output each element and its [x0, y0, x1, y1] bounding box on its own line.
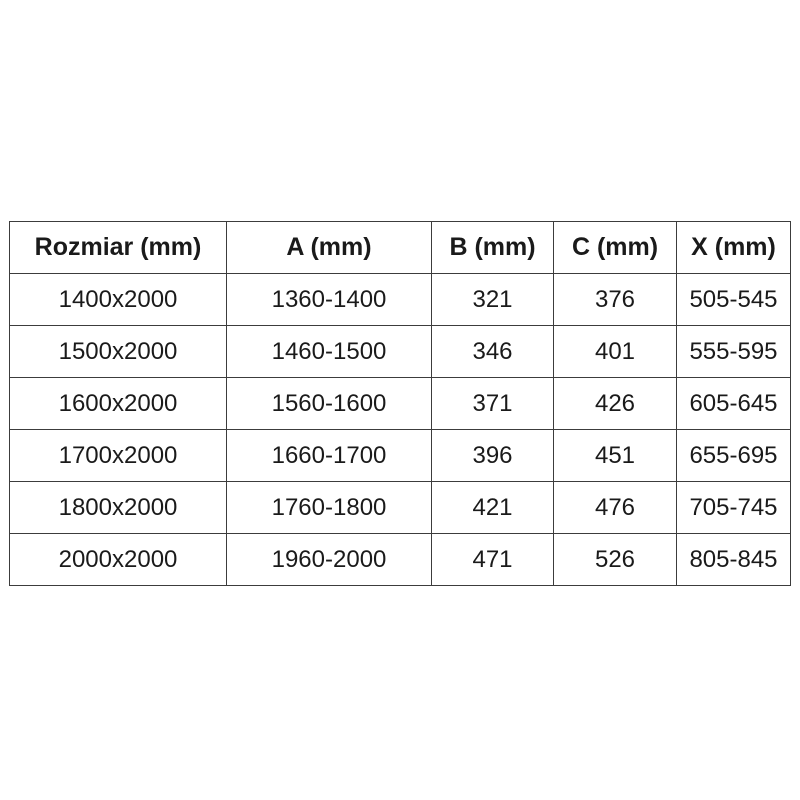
table-cell-x: 505-545 [677, 274, 791, 326]
column-header-a: A (mm) [227, 222, 432, 274]
table-cell-b: 321 [432, 274, 554, 326]
column-header-b: B (mm) [432, 222, 554, 274]
table-row [10, 274, 791, 326]
table-cell-a: 1460-1500 [227, 326, 432, 378]
table-row [10, 534, 791, 586]
table-row [10, 378, 791, 430]
table-cell-c: 376 [554, 274, 677, 326]
column-header-x: X (mm) [677, 222, 791, 274]
table-cell-x: 555-595 [677, 326, 791, 378]
table-row [10, 482, 791, 534]
table-row [10, 326, 791, 378]
table-cell-x: 655-695 [677, 430, 791, 482]
table-cell-rozmiar: 1800x2000 [10, 482, 227, 534]
table-cell-rozmiar: 2000x2000 [10, 534, 227, 586]
table-cell-a: 1660-1700 [227, 430, 432, 482]
table-cell-rozmiar: 1700x2000 [10, 430, 227, 482]
column-header-c: C (mm) [554, 222, 677, 274]
table-cell-a: 1360-1400 [227, 274, 432, 326]
table-cell-rozmiar: 1400x2000 [10, 274, 227, 326]
table-cell-a: 1960-2000 [227, 534, 432, 586]
table-cell-b: 421 [432, 482, 554, 534]
table-row [10, 430, 791, 482]
table-cell-x: 705-745 [677, 482, 791, 534]
table-cell-c: 401 [554, 326, 677, 378]
table-cell-rozmiar: 1600x2000 [10, 378, 227, 430]
table-cell-b: 371 [432, 378, 554, 430]
header-row [10, 222, 791, 274]
table-cell-rozmiar: 1500x2000 [10, 326, 227, 378]
table-cell-x: 605-645 [677, 378, 791, 430]
table-cell-b: 346 [432, 326, 554, 378]
table-cell-c: 476 [554, 482, 677, 534]
table-cell-a: 1560-1600 [227, 378, 432, 430]
table-cell-c: 426 [554, 378, 677, 430]
table-cell-c: 451 [554, 430, 677, 482]
table-cell-b: 396 [432, 430, 554, 482]
table-cell-a: 1760-1800 [227, 482, 432, 534]
table-cell-b: 471 [432, 534, 554, 586]
column-header-rozmiar: Rozmiar (mm) [10, 222, 227, 274]
dimensions-table [9, 221, 791, 586]
table-cell-x: 805-845 [677, 534, 791, 586]
table-cell-c: 526 [554, 534, 677, 586]
